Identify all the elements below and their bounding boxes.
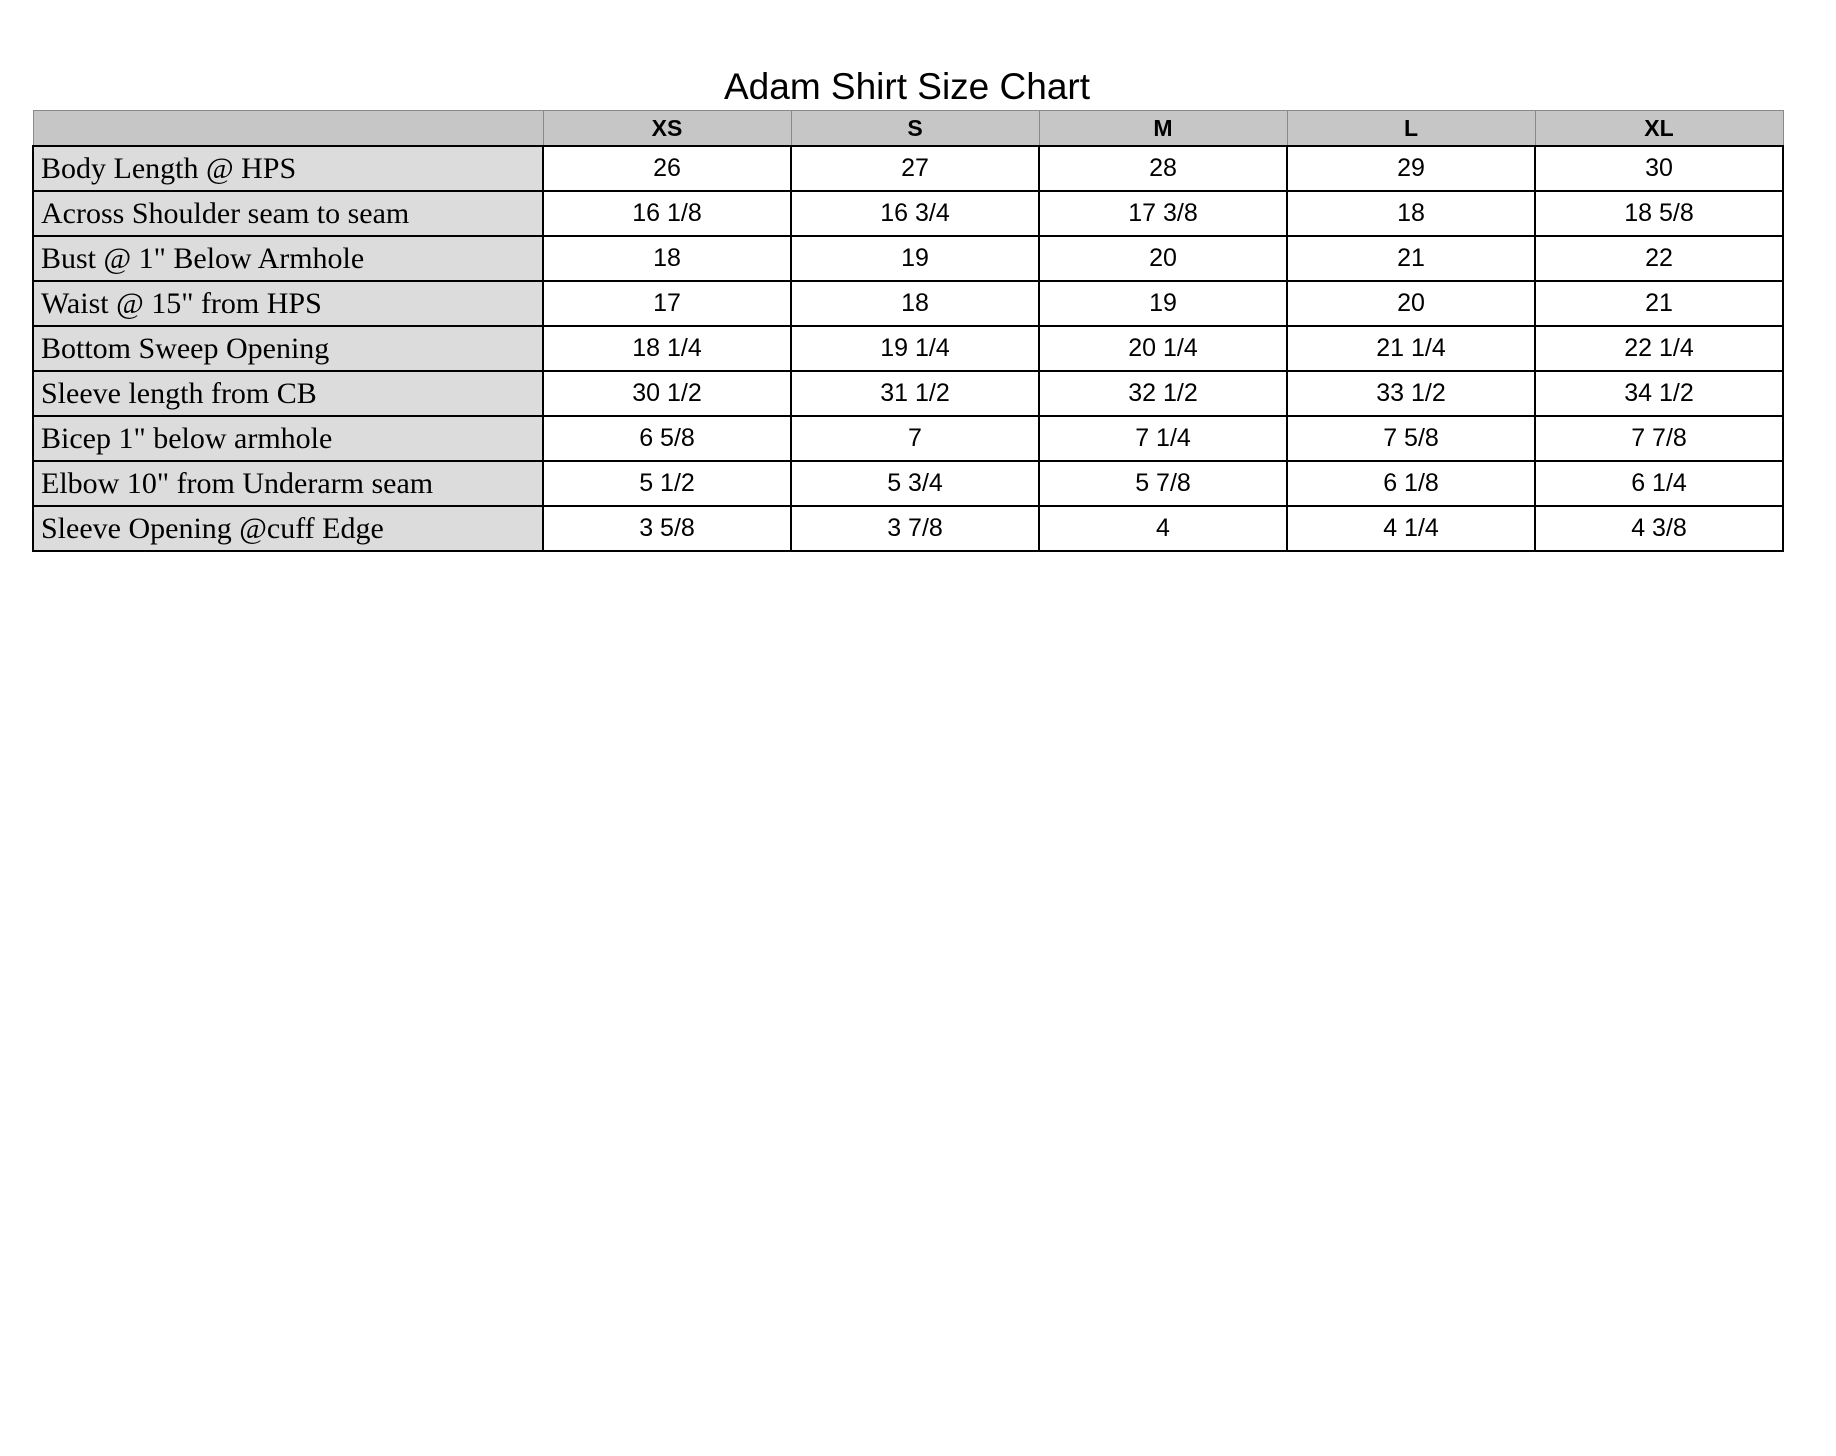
table-cell: 3 5/8 xyxy=(543,506,791,551)
table-cell: 5 7/8 xyxy=(1039,461,1287,506)
table-cell: 22 1/4 xyxy=(1535,326,1783,371)
table-row xyxy=(33,326,1783,371)
table-cell: 7 xyxy=(791,416,1039,461)
size-chart-table xyxy=(32,110,1784,552)
table-cell: 26 xyxy=(543,146,791,191)
table-cell: 19 1/4 xyxy=(791,326,1039,371)
header-size-l: L xyxy=(1287,111,1535,147)
table-cell: 6 1/4 xyxy=(1535,461,1783,506)
table-cell: 7 7/8 xyxy=(1535,416,1783,461)
table-header-row xyxy=(33,111,1783,147)
table-row xyxy=(33,236,1783,281)
table-cell: 6 1/8 xyxy=(1287,461,1535,506)
table-cell: 4 3/8 xyxy=(1535,506,1783,551)
row-label: Waist @ 15" from HPS xyxy=(33,281,543,326)
table-cell: 18 xyxy=(791,281,1039,326)
table-cell: 3 7/8 xyxy=(791,506,1039,551)
table-cell: 20 1/4 xyxy=(1039,326,1287,371)
table-cell: 6 5/8 xyxy=(543,416,791,461)
row-label: Bicep 1" below armhole xyxy=(33,416,543,461)
table-row xyxy=(33,191,1783,236)
table-cell: 16 3/4 xyxy=(791,191,1039,236)
table-row xyxy=(33,281,1783,326)
row-label: Bust @ 1" Below Armhole xyxy=(33,236,543,281)
table-cell: 18 1/4 xyxy=(543,326,791,371)
table-cell: 21 xyxy=(1287,236,1535,281)
table-cell: 22 xyxy=(1535,236,1783,281)
table-cell: 5 1/2 xyxy=(543,461,791,506)
table-cell: 30 1/2 xyxy=(543,371,791,416)
table-row xyxy=(33,506,1783,551)
table-row xyxy=(33,146,1783,191)
table-cell: 7 5/8 xyxy=(1287,416,1535,461)
page-title: Adam Shirt Size Chart xyxy=(723,66,1091,107)
header-size-xs: XS xyxy=(543,111,791,147)
table-cell: 20 xyxy=(1287,281,1535,326)
table-cell: 7 1/4 xyxy=(1039,416,1287,461)
table-row xyxy=(33,461,1783,506)
row-label: Across Shoulder seam to seam xyxy=(33,191,543,236)
table-cell: 4 xyxy=(1039,506,1287,551)
table-cell: 4 1/4 xyxy=(1287,506,1535,551)
table-cell: 18 xyxy=(1287,191,1535,236)
table-row xyxy=(33,416,1783,461)
table-cell: 17 3/8 xyxy=(1039,191,1287,236)
table-cell: 5 3/4 xyxy=(791,461,1039,506)
header-corner-cell xyxy=(33,111,543,147)
row-label: Sleeve Opening @cuff Edge xyxy=(33,506,543,551)
table-cell: 16 1/8 xyxy=(543,191,791,236)
table-cell: 29 xyxy=(1287,146,1535,191)
table-cell: 17 xyxy=(543,281,791,326)
table-cell: 34 1/2 xyxy=(1535,371,1783,416)
row-label: Body Length @ HPS xyxy=(33,146,543,191)
table-cell: 33 1/2 xyxy=(1287,371,1535,416)
table-cell: 31 1/2 xyxy=(791,371,1039,416)
row-label: Elbow 10" from Underarm seam xyxy=(33,461,543,506)
row-label: Sleeve length from CB xyxy=(33,371,543,416)
table-cell: 18 xyxy=(543,236,791,281)
table-cell: 18 5/8 xyxy=(1535,191,1783,236)
table-cell: 27 xyxy=(791,146,1039,191)
table-cell: 19 xyxy=(1039,281,1287,326)
table-cell: 28 xyxy=(1039,146,1287,191)
table-cell: 21 xyxy=(1535,281,1783,326)
header-size-s: S xyxy=(791,111,1039,147)
table-cell: 20 xyxy=(1039,236,1287,281)
row-label: Bottom Sweep Opening xyxy=(33,326,543,371)
table-row xyxy=(33,371,1783,416)
table-cell: 30 xyxy=(1535,146,1783,191)
header-size-xl: XL xyxy=(1535,111,1783,147)
header-size-m: M xyxy=(1039,111,1287,147)
table-cell: 19 xyxy=(791,236,1039,281)
table-cell: 21 1/4 xyxy=(1287,326,1535,371)
table-cell: 32 1/2 xyxy=(1039,371,1287,416)
